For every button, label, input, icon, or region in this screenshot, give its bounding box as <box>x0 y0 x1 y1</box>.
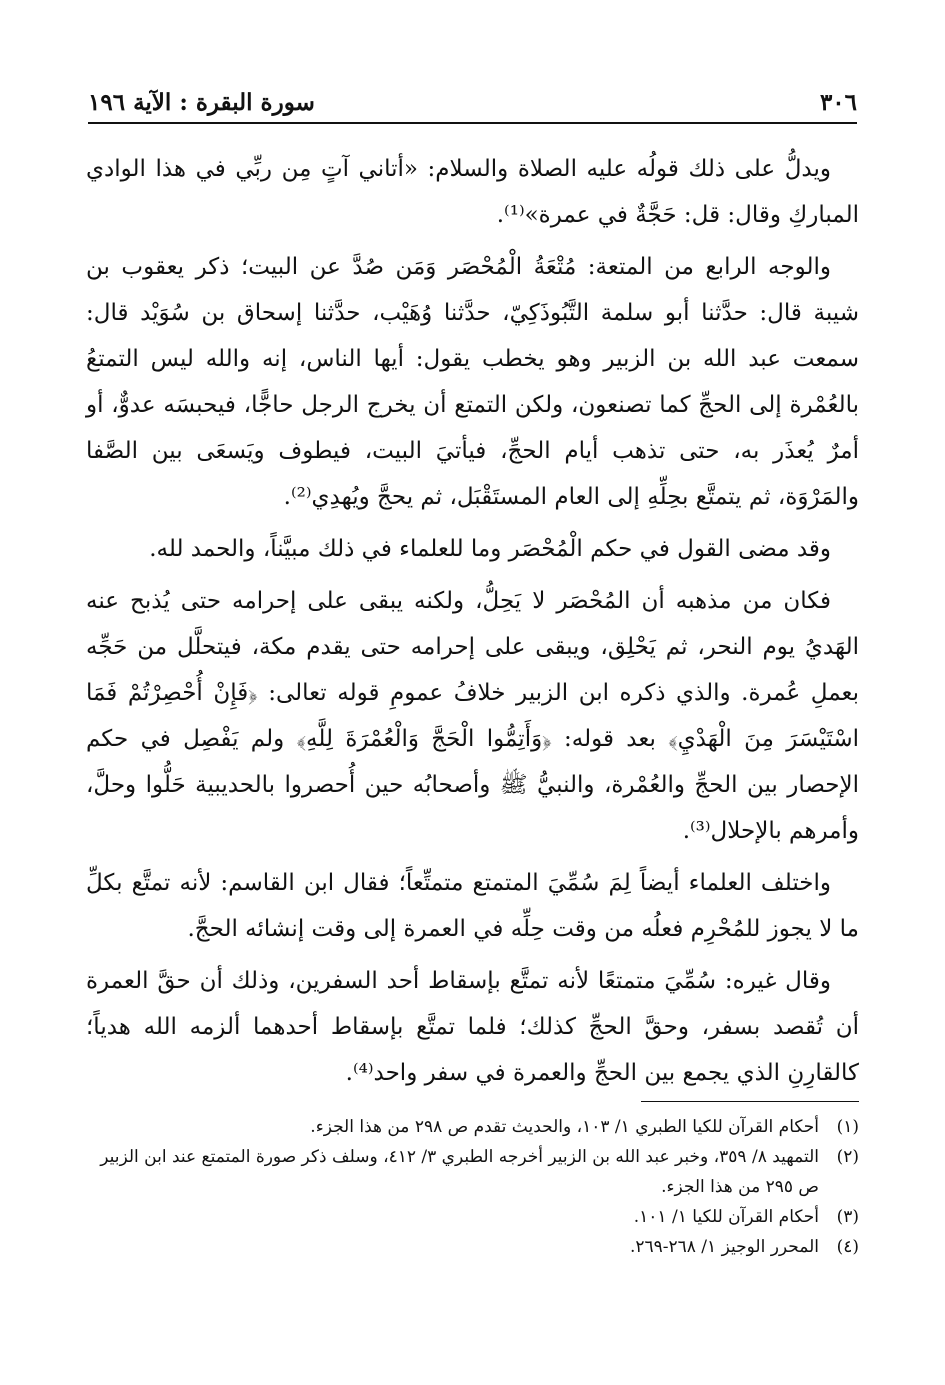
main-text <box>86 146 859 1102</box>
footnote-text: أحكام القرآن للكيا الطبري ١/ ١٠٣، والحديث تقدم ص ٢٩٨ من هذا الجزء. <box>310 1117 819 1137</box>
paragraph: وقال غيره: سُمِّيَ متمتعًا لأنه تمتَّع بإسقاط أحد السفرين، وذلك أن حقَّ العمرة أن تُقصد بسفر، وحقَّ الحجِّ كذلك؛ فلما تمتَّع بإسقاط أحدهما ألزمه الله هدياً؛ كالقارِنِ الذي يجمع بين الحجِّ والعمرة في سفر واحد⁽⁴⁾. <box>86 968 859 1086</box>
footnote <box>86 1232 859 1262</box>
footnote-text: التمهيد ٨/ ٣٥٩، وخبر عبد الله بن الزبير أخرجه الطبري ٣/ ٤١٢، وسلف ذكر صورة المتمتع عند ابن الزبير ص ٢٩٥ من هذا الجزء. <box>100 1147 819 1197</box>
running-title: سورة البقرة : الآية ١٩٦ <box>88 89 315 116</box>
footnote <box>86 1112 859 1142</box>
page-number: ٣٠٦ <box>819 89 857 116</box>
footnote-divider <box>641 1101 859 1102</box>
paragraph: فكان من مذهبه أن المُحْصَر لا يَحِلُّ، ولكنه يبقى على إحرامه حتى يُذبح عنه الهَديُ يوم النحر، ثم يَحْلِق، ويبقى على إحرامه حتى يقدم مكة، فيتحلَّل من حَجِّه بعملِ عُمرة. والذي ذكره ابن الزبير خلافُ عمومِ قوله تعالى: ﴿فَإِنْ أُحْصِرْتُمْ فَمَا اسْتَيْسَرَ مِنَ الْهَدْيِ﴾ بعد قوله: ﴿وَأَتِمُّوا الْحَجَّ وَالْعُمْرَةَ لِلَّهِ﴾ ولم يَفْصِل في حكم الإحصار بين الحجِّ والعُمْرة، والنبيُّ ﷺ وأصحابُه حين أُحصروا بالحديبية حَلُّوا وحلَّ، وأمرهم بالإحلال⁽³⁾. <box>86 588 859 844</box>
footnotes <box>86 1112 859 1262</box>
header-divider <box>88 122 857 124</box>
footnote-text: المحرر الوجيز ١/ ٢٦٨-٢٦٩. <box>629 1237 819 1257</box>
paragraph: وقد مضى القول في حكم الْمُحْصَر وما للعلماء في ذلك مبيَّناً، والحمد لله. <box>149 536 831 562</box>
footnote-number: (٢) <box>836 1147 859 1167</box>
paragraph: واختلف العلماء أيضاً لِمَ سُمِّيَ المتمتع متمتِّعاً؛ فقال ابن القاسم: لأنه تمتَّع بكلِّ ما لا يجوز للمُحْرِم فعلُه من وقت حِلِّه في العمرة إلى وقت إنشائه الحجَّ. <box>86 870 859 942</box>
footnote-text: أحكام القرآن للكيا ١/ ١٠١. <box>633 1207 819 1227</box>
footnote-number: (٤) <box>836 1237 859 1257</box>
footnote-number: (١) <box>836 1117 859 1137</box>
footnote-number: (٣) <box>836 1207 859 1227</box>
footnote <box>86 1142 859 1202</box>
page-header <box>88 76 857 116</box>
paragraph: ويدلُّ على ذلك قولُه عليه الصلاة والسلام: «أتاني آتٍ مِن ربِّي في هذا الوادي المباركِ وقال: قل: حَجَّةٌ في عمرة»⁽¹⁾. <box>86 156 859 228</box>
footnote <box>86 1202 859 1232</box>
paragraph: والوجه الرابع من المتعة: مُتْعَةُ الْمُحْصَر وَمَن صُدَّ عن البيت؛ ذكر يعقوب بن شيبة قال: حدَّثنا أبو سلمة التَّبُوذَكِيّ، حدَّثنا وُهَيْب، حدَّثنا إسحاق بن سُوَيْد قال: سمعت عبد الله بن الزبير وهو يخطب يقول: أيها الناس، إنه والله ليس التمتعُ بالعُمْرة إلى الحجِّ كما تصنعون، ولكن التمتع أن يخرج الرجل حاجًّا، فيحبسَه عدوٌّ، أو أمرٌ يُعذَر به، حتى تذهب أيام الحجِّ، فيأتيَ البيت، فيطوف ويَسعَى بين الصَّفا والمَرْوَة، ثم يتمتَّع بحِلِّهِ إلى العام المستَقْبَل، ثم يحجَّ ويُهدِي⁽²⁾. <box>86 254 859 510</box>
